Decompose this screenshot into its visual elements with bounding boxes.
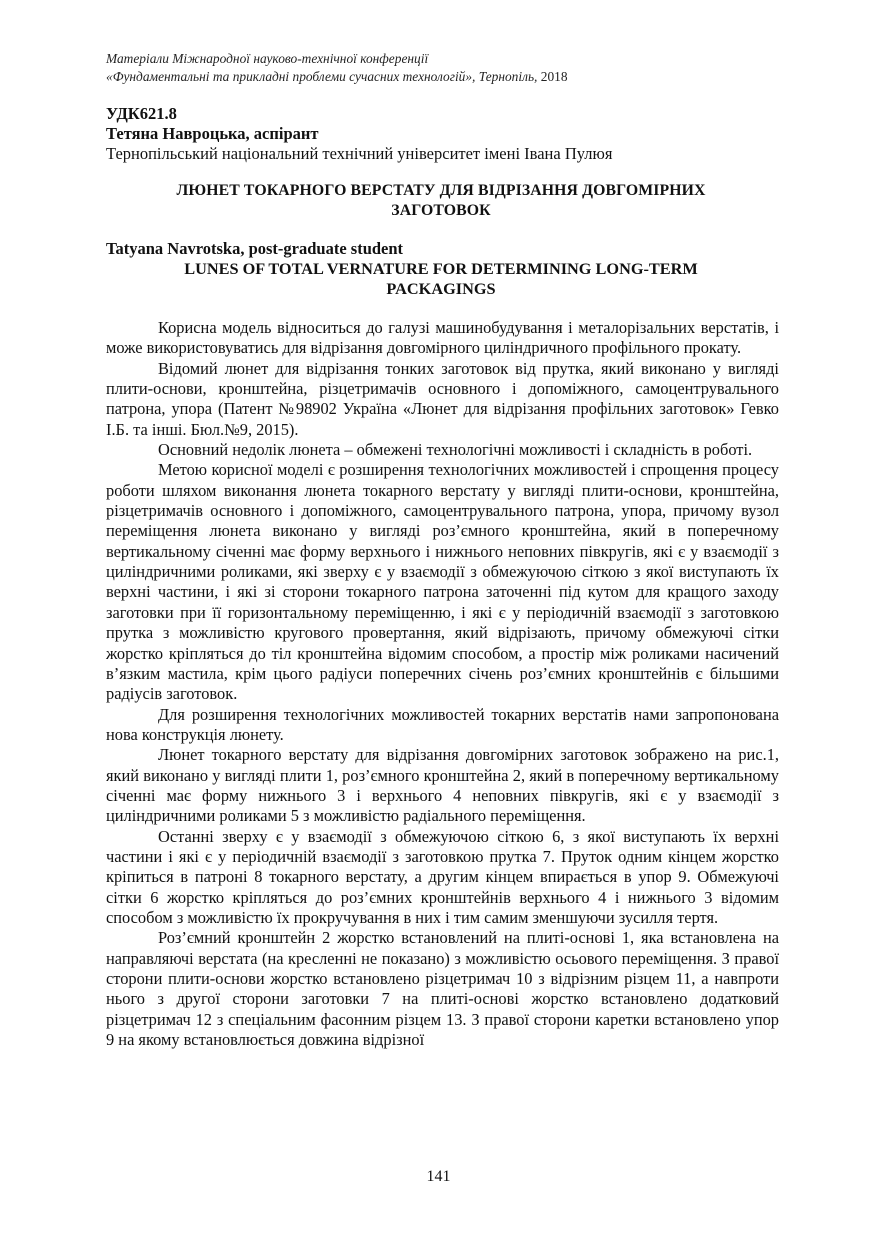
paragraph: Основний недолік люнета – обмежені технологічні можливості і складність в роботі. bbox=[158, 440, 753, 460]
udk-code: УДК621.8 bbox=[106, 104, 177, 123]
conference-line-2 bbox=[106, 68, 786, 86]
title-ua-line-1: ЛЮНЕТ ТОКАРНОГО ВЕРСТАТУ ДЛЯ ВІДРІЗАННЯ ДОВГОМІРНИХ bbox=[176, 182, 706, 199]
running-header bbox=[106, 50, 786, 86]
title-en-line-1: LUNES OF TOTAL VERNATURE FOR DETERMINING LONG-TERM bbox=[184, 259, 698, 278]
title-en bbox=[106, 259, 776, 299]
title-en-line-2: PACKAGINGS bbox=[386, 279, 496, 298]
author-ua: Тетяна Навроцька, аспірант bbox=[106, 124, 319, 143]
paragraph: Останні зверху є у взаємодії з обмежуючою сіткою 6, з якої виступають їх верхні частини і які є у періодичній взаємодії з заготовкою прутка 7. Пруток одним кінцем жорстко кріпиться в патроні 8 токарного верстату, а другим кінцем впирається в упор 9. Обмежуючі сітки 6 жорстко кріпляться до роз’ємних кронштейнів верхнього 4 і нижнього 3 відомим способом з можливістю їх прокручування в них і тим самим зменшуючи зусилля тертя. bbox=[106, 826, 779, 927]
title-ua-line-2: ЗАГОТОВОК bbox=[391, 202, 491, 219]
author-en: Tatyana Navrotska, post-graduate student bbox=[106, 239, 404, 258]
page-number: 141 bbox=[426, 1168, 451, 1185]
title-ua bbox=[106, 181, 776, 221]
article-meta bbox=[106, 104, 786, 164]
conference-line-1: Матеріали Міжнародної науково-технічної конференції bbox=[106, 51, 429, 66]
paragraph: Люнет токарного верстату для відрізання довгомірних заготовок зображено на рис.1, який виконано у вигляді плити 1, роз’ємного кронштейна 2, який в поперечному вертикальному січенні має форму нижнього 3 і верхнього 4 неповних півкругів, які є у взаємодії з циліндричними роликами 5 з можливістю радіального переміщення. bbox=[106, 745, 779, 826]
affiliation: Тернопільський національний технічний університет імені Івана Пулюя bbox=[106, 144, 613, 163]
conference-title: «Фундаментальні та прикладні проблеми сучасних технологій», Тернопіль, bbox=[106, 69, 538, 84]
paragraph: Роз’ємний кронштейн 2 жорстко встановлений на плиті-основі 1, яка встановлена на направляючі верстата (на кресленні не показано) з можливістю осьового переміщення. З правої сторони плити-основи жорстко встановлено різцетримач 10 з відрізним різцем 11, а навпроти нього з другої сторони заготовки 7 на плиті-основі жорстко встановлено додатковий різцетримач 12 з спеціальним фасонним різцем 13. З правої сторони каретки встановлено упор 9 на якому встановлюється довжина відрізної bbox=[106, 928, 779, 1050]
paragraph: Метою корисної моделі є розширення технологічних можливостей і спрощення процесу роботи шляхом виконання люнета токарного верстату у вигляді плити-основи, кронштейна, різцетримачів основного і допоміжного, самоцентрувального патрона, упора, причому вузол переміщення люнета виконано у вигляді роз’ємного кронштейна, який в поперечному вертикальному січенні має форму верхнього і нижнього неповних півкругів, які є у взаємодії з циліндричними роликами, які зверху є у взаємодії з обмежуючою сіткою з якої виступають їх верхні частини, і які зі сторони токарного патрона заточенні під кутом для кращого заходу заготовки при її горизонтальному переміщенню, і які є у періодичній взаємодії з заготовкою прутка з можливістю кругового провертання, який відрізають, причому обмежуючі сітки жорстко кріпляться до тіл кронштейна відомим способом, а простір між роликами насичений в’язким мастила, крім цього радіуси поперечних січень роз’ємних кронштейнів є більшими радіусів заготовок. bbox=[106, 460, 779, 704]
conference-year: 2018 bbox=[540, 69, 568, 84]
paragraph: Для розширення технологічних можливостей токарних верстатів нами запропонована нова конструкція люнету. bbox=[106, 704, 779, 744]
paragraph: Корисна модель відноситься до галузі машинобудування і металорізальних верстатів, і може використовуватись для відрізання довгомірного циліндричного профільного прокату. bbox=[106, 318, 779, 358]
paragraph: Відомий люнет для відрізання тонких заготовок від прутка, який виконано у вигляді плити-основи, кронштейна, різцетримачів основного і допоміжного, самоцентрувального патрона, упора (Патент №98902 Україна «Люнет для відрізання профільних заготовок» Гевко І.Б. та інші. Бюл.№9, 2015). bbox=[106, 358, 779, 439]
article-body bbox=[106, 318, 779, 1050]
